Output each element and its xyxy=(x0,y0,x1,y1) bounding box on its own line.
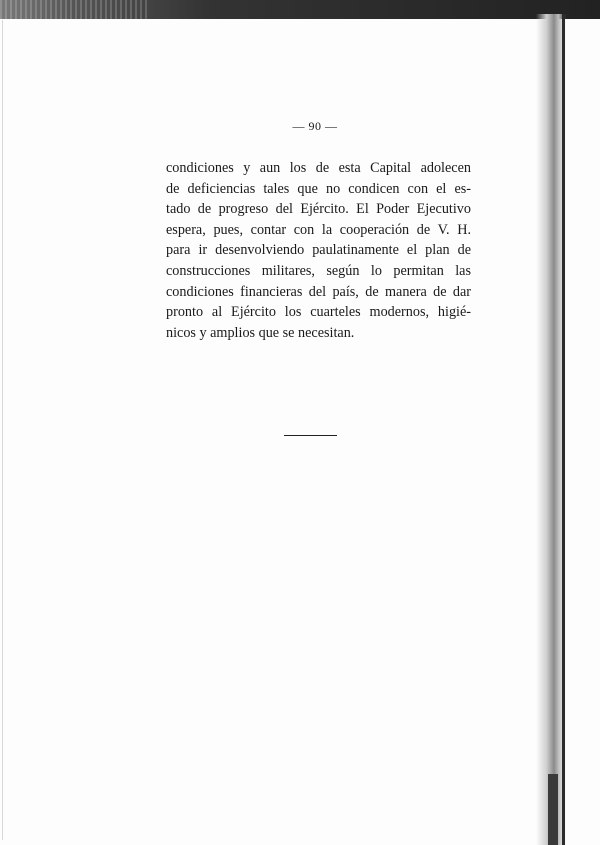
text-line: condiciones y aun los de esta Capital adolecen xyxy=(166,160,471,176)
text-line: nicos y amplios que se necesitan. xyxy=(166,324,355,341)
body-paragraph xyxy=(166,158,471,343)
section-end-rule xyxy=(284,435,337,436)
text-line: para ir desenvolviendo paulatinamente el plan de xyxy=(166,242,471,259)
scan-top-shadow xyxy=(0,0,600,19)
text-line: construcciones militares, según lo permitan las xyxy=(166,262,471,279)
text-line: tado de progreso del Ejército. El Poder Ejecutivo xyxy=(166,201,471,218)
text-line: condiciones financieras del país, de manera de dar xyxy=(166,283,471,300)
page-number: — 90 — xyxy=(292,119,338,133)
scan-right-binding-edge xyxy=(536,14,566,845)
scan-left-edge xyxy=(2,20,3,840)
text-line: espera, pues, contar con la cooperación de V. H. xyxy=(166,221,471,238)
text-line: de deficiencias tales que no condicen con el es- xyxy=(166,180,471,197)
text-line: pronto al Ejército los cuarteles modernos, higié- xyxy=(166,304,471,321)
